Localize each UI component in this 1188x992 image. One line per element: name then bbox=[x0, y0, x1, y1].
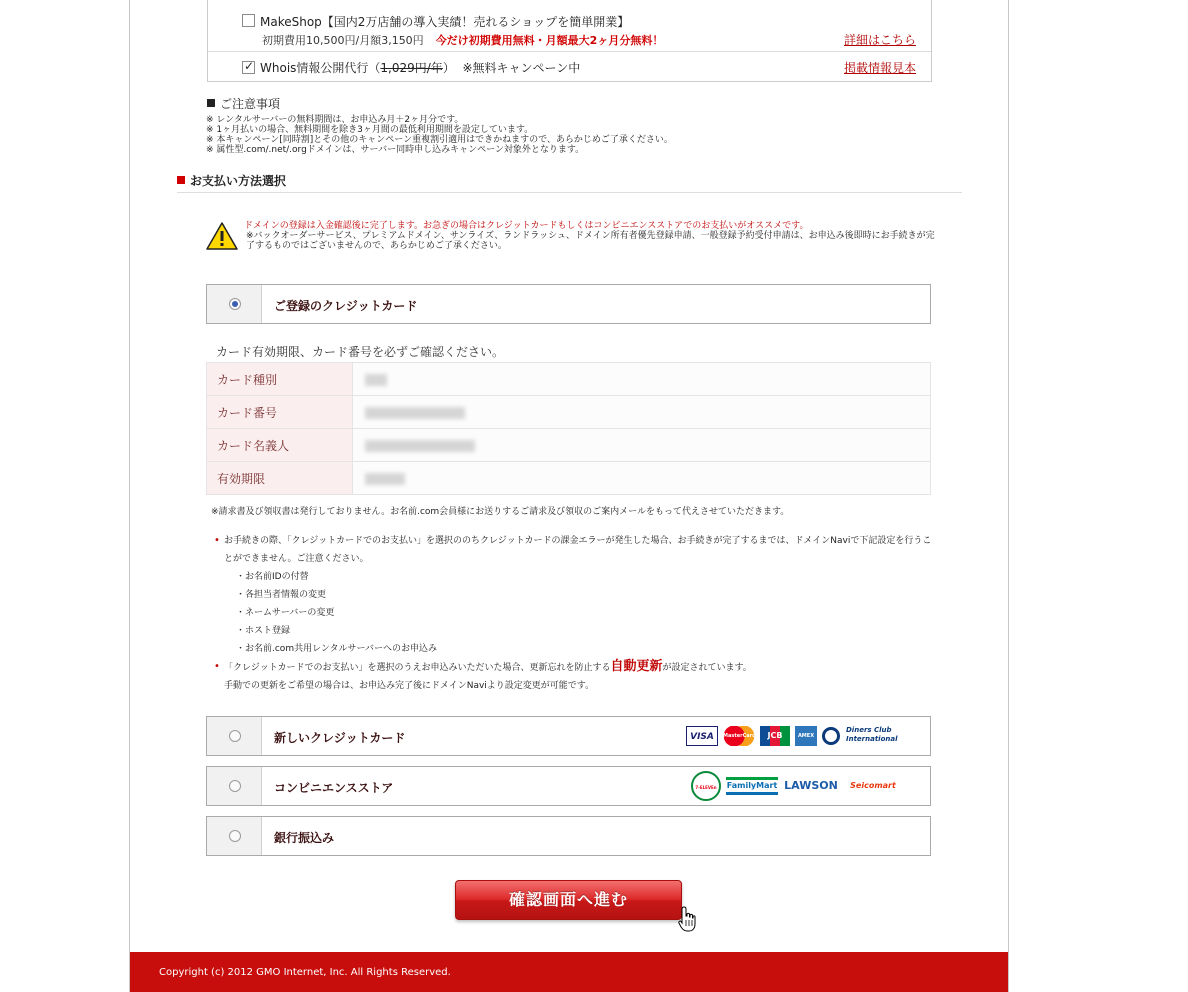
note-item: ※ レンタルサーバーの無料期間は、お申込み月＋2ヶ月分です。 bbox=[206, 115, 464, 125]
makeshop-price: 初期費用10,500円/月額3,150円 bbox=[262, 34, 424, 47]
visa-logo: VISA bbox=[686, 726, 718, 746]
makeshop-title: MakeShop【国内2万店舗の導入実績！売れるショップを簡単開業】 bbox=[260, 15, 630, 29]
whois-title bbox=[260, 59, 580, 76]
sub-item: ・ネームサーバーの変更 bbox=[236, 608, 335, 618]
jcb-logo: JCB bbox=[760, 726, 790, 746]
whois-title-prefix: Whois情報公開代行（ bbox=[260, 61, 381, 75]
bank-label: 銀行振込み bbox=[274, 831, 335, 845]
expiry-label: 有効期限 bbox=[207, 462, 353, 495]
expiry-value bbox=[353, 462, 931, 495]
pay-option-registered-card[interactable] bbox=[206, 284, 931, 324]
footer bbox=[130, 952, 1008, 992]
diners-text: Diners Club International bbox=[846, 726, 898, 743]
makeshop-price-line bbox=[262, 32, 663, 48]
note-item: ※ 属性型.com/.net/.orgドメインは、サーバー同時申し込みキャンペーン対象外となります。 bbox=[206, 145, 585, 155]
card-number-label: カード番号 bbox=[207, 396, 353, 429]
copyright-text: Copyright (c) 2012 GMO Internet, Inc. All Rights Reserved. bbox=[159, 967, 451, 978]
pay-option-new-card[interactable] bbox=[206, 716, 931, 756]
warning-text-red: ドメインの登録は入金確認後に完了します。お急ぎの場合はクレジットカードもしくはコンビニエンスストアでのお支払いがオススメです。 bbox=[244, 221, 809, 231]
sub-item: ・各担当者情報の変更 bbox=[236, 590, 327, 600]
bullet-text: 手動での更新をご希望の場合は、お申込み完了後にドメインNaviより設定変更が可能です。 bbox=[224, 681, 595, 691]
radio-cell bbox=[207, 285, 262, 323]
table-row bbox=[207, 363, 931, 396]
option-box bbox=[207, 0, 932, 82]
option-makeshop bbox=[208, 0, 931, 52]
whois-checkbox[interactable] bbox=[242, 61, 255, 74]
sub-item: ・お名前IDの付替 bbox=[236, 572, 309, 582]
masked-value bbox=[365, 473, 405, 485]
card-number-value bbox=[353, 396, 931, 429]
masked-value bbox=[365, 440, 475, 452]
masked-value bbox=[365, 407, 465, 419]
bank-radio[interactable] bbox=[229, 830, 241, 842]
card-intro-text: カード有効期限、カード番号を必ずご確認ください。 bbox=[216, 345, 505, 359]
bullet-item bbox=[214, 658, 934, 695]
payment-section-title: お支払い方法選択 bbox=[177, 172, 286, 189]
seven-eleven-logo: 7-ELEVEn bbox=[691, 771, 721, 801]
auto-renew-emphasis: 自動更新 bbox=[610, 659, 663, 674]
page-container bbox=[129, 0, 1009, 992]
mastercard-logo: MasterCard bbox=[723, 726, 755, 746]
makeshop-promo: 今だけ初期費用無料・月額最大2ヶ月分無料！ bbox=[435, 34, 664, 47]
warning-icon bbox=[206, 221, 238, 251]
section-divider bbox=[177, 192, 962, 193]
convenience-label: コンビニエンスストア bbox=[274, 781, 394, 795]
bullet-text: 「クレジットカードでのお支払い」を選択のうえお申込みいただいた場合、更新忘れを防止する bbox=[224, 663, 611, 673]
sub-item: ・お名前.com共用レンタルサーバーへのお申込み bbox=[236, 644, 438, 654]
card-info-table bbox=[206, 362, 931, 495]
diners-logo bbox=[822, 726, 902, 746]
radio-cell bbox=[207, 767, 262, 805]
registered-card-label: ご登録のクレジットカード bbox=[274, 299, 418, 313]
note-item: ※ 1ヶ月払いの場合、無料期間を除き3ヶ月間の最低利用期間を設定しています。 bbox=[206, 125, 534, 135]
hand-cursor-icon bbox=[678, 906, 696, 932]
notes-list bbox=[206, 115, 673, 155]
sub-item: ・ホスト登録 bbox=[236, 626, 291, 636]
whois-old-price: 1,029円/年 bbox=[380, 61, 443, 75]
note-item: ※ 本キャンペーン[同時割]とその他のキャンペーン重複割引適用はできかねますので、あらかじめご了承ください。 bbox=[206, 135, 673, 145]
makeshop-checkbox[interactable] bbox=[242, 14, 255, 27]
card-brand-logos bbox=[686, 725, 902, 747]
confirm-button[interactable]: 確認画面へ進む bbox=[455, 880, 682, 920]
makeshop-detail-link[interactable]: 詳細はこちら bbox=[843, 33, 916, 47]
warning-text: ※バックオーダーサービス、プレミアムドメイン、サンライズ、ランドラッシュ、ドメイン所有者優先登録申請、一般登録予約受付申請は、お申込み後即時にお手続きが完了するものではございませんので、あらかじめご了承ください。 bbox=[246, 231, 935, 251]
bullet-item: • お手続きの際、「クレジットカードでのお支払い」を選択ののちクレジットカードの課金エラーが発生した場合、お手続きが完了するまでは、ドメインNaviで下記設定を行うことができません。ご注意ください。 bbox=[214, 532, 934, 568]
store-logos bbox=[691, 770, 902, 802]
radio-cell bbox=[207, 717, 262, 755]
diners-circle-icon bbox=[822, 727, 840, 745]
new-card-label: 新しいクレジットカード bbox=[274, 731, 406, 745]
notes-title: ご注意事項 bbox=[207, 95, 280, 112]
whois-sample-link[interactable]: 掲載情報見本 bbox=[843, 61, 916, 75]
masked-value bbox=[365, 374, 387, 386]
seicomart-logo: Seicomart bbox=[844, 776, 902, 796]
registered-card-radio[interactable] bbox=[229, 298, 241, 310]
receipt-note: ※請求書及び領収書は発行しておりません。お名前.com会員様にお送りするご請求及び領収のご案内メールをもって代えさせていただきます。 bbox=[211, 507, 790, 517]
table-row bbox=[207, 462, 931, 495]
new-card-radio[interactable] bbox=[229, 730, 241, 742]
whois-campaign-note: ※無料キャンペーン中 bbox=[462, 61, 581, 75]
convenience-radio[interactable] bbox=[229, 780, 241, 792]
pay-option-bank[interactable] bbox=[206, 816, 931, 856]
card-notes bbox=[214, 532, 934, 695]
familymart-logo: FamilyMart bbox=[726, 777, 778, 795]
radio-cell bbox=[207, 817, 262, 855]
option-whois bbox=[208, 52, 931, 82]
whois-title-suffix: ） bbox=[442, 61, 455, 75]
card-holder-label: カード名義人 bbox=[207, 429, 353, 462]
amex-logo: AMEX bbox=[795, 726, 817, 746]
card-type-value bbox=[353, 363, 931, 396]
card-type-label: カード種別 bbox=[207, 363, 353, 396]
bullet-text: が設定されています。 bbox=[662, 663, 752, 673]
pay-option-convenience[interactable] bbox=[206, 766, 931, 806]
table-row bbox=[207, 396, 931, 429]
lawson-logo: LAWSON bbox=[783, 776, 839, 796]
table-row bbox=[207, 429, 931, 462]
card-holder-value bbox=[353, 429, 931, 462]
